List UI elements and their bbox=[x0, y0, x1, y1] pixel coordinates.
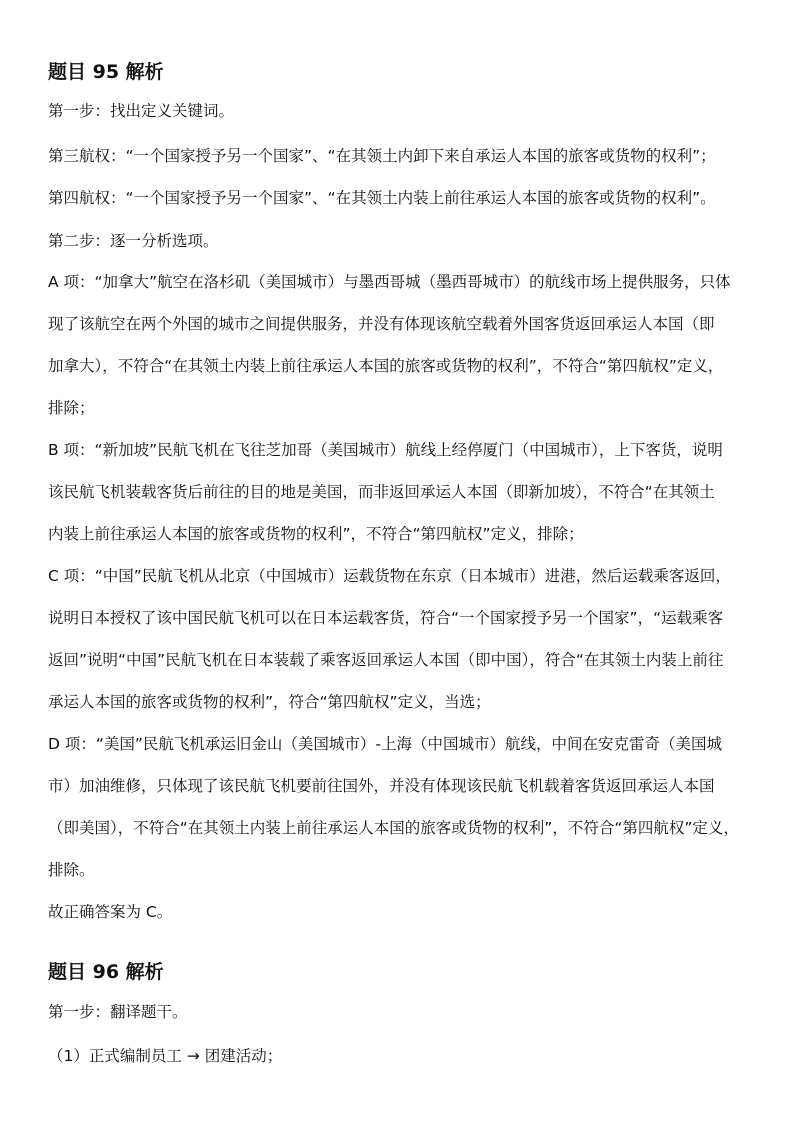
q95-heading: 题目 95 解析 bbox=[48, 61, 164, 83]
q95-answer: 故正确答案为 C。 bbox=[48, 903, 173, 921]
q95-option-a-line-3: 加拿大），不符合“在其领土内装上前往承运人本国的旅客或货物的权利”，不符合“第四航权”定义， bbox=[48, 357, 724, 375]
q95-option-d-line-1: D 项：“美国”民航飞机承运旧金山（美国城市）-上海（中国城市）航线，中间在安克雷奇（美国城 bbox=[48, 735, 723, 753]
q96-step1: 第一步：翻译题干。 bbox=[48, 1003, 188, 1021]
q95-option-c-line-1: C 项：“中国”民航飞机从北京（中国城市）运载货物在东京（日本城市）进港，然后运载乘客返回， bbox=[48, 567, 731, 585]
q95-fourth-freedom-definition: 第四航权：“一个国家授予另一个国家”、“在其领土内装上前往承运人本国的旅客或货物的权利”。 bbox=[48, 189, 716, 207]
q95-option-b-line-2: 该民航飞机装载客货后前往的目的地是美国，而非返回承运人本国（即新加坡），不符合“在其领土 bbox=[48, 483, 715, 501]
q95-option-b-line-3: 内装上前往承运人本国的旅客或货物的权利”，不符合“第四航权”定义，排除； bbox=[48, 525, 584, 543]
q95-third-freedom-definition: 第三航权：“一个国家授予另一个国家”、“在其领土内卸下来自承运人本国的旅客或货物的权利”； bbox=[48, 147, 716, 165]
q95-option-a-line-1: A 项：“加拿大”航空在洛杉矶（美国城市）与墨西哥城（墨西哥城市）的航线市场上提供服务，只体 bbox=[48, 273, 731, 291]
q95-option-b-line-1: B 项：“新加坡”民航飞机在飞往芝加哥（美国城市）航线上经停厦门（中国城市），上下客货，说明 bbox=[48, 441, 723, 459]
q95-option-d-line-2: 市）加油维修，只体现了该民航飞机要前往国外，并没有体现该民航飞机载着客货返回承运人本国 bbox=[48, 777, 715, 795]
q95-option-c-line-4: 承运人本国的旅客或货物的权利”，符合“第四航权”定义，当选； bbox=[48, 693, 491, 711]
q95-option-d-line-3: （即美国），不符合“在其领土内装上前往承运人本国的旅客或货物的权利”，不符合“第四航权”定义， bbox=[48, 819, 739, 837]
q95-option-c-line-2: 说明日本授权了该中国民航飞机可以在日本运载客货，符合“一个国家授予另一个国家”，“运载乘客 bbox=[48, 609, 724, 627]
q95-step1: 第一步：找出定义关键词。 bbox=[48, 102, 235, 120]
q95-option-c-line-3: 返回”说明“中国”民航飞机在日本装载了乘客返回承运人本国（即中国），符合“在其领土内装上前往 bbox=[48, 651, 724, 669]
q95-option-d-line-4: 排除。 bbox=[48, 861, 95, 879]
q96-heading: 题目 96 解析 bbox=[48, 961, 164, 983]
q96-item-1: （1）正式编制员工 → 团建活动； bbox=[48, 1047, 283, 1065]
q95-option-a-line-4: 排除； bbox=[48, 399, 95, 417]
q95-step2: 第二步：逐一分析选项。 bbox=[48, 232, 219, 250]
q95-option-a-line-2: 现了该航空在两个外国的城市之间提供服务，并没有体现该航空载着外国客货返回承运人本国（即 bbox=[48, 315, 715, 333]
